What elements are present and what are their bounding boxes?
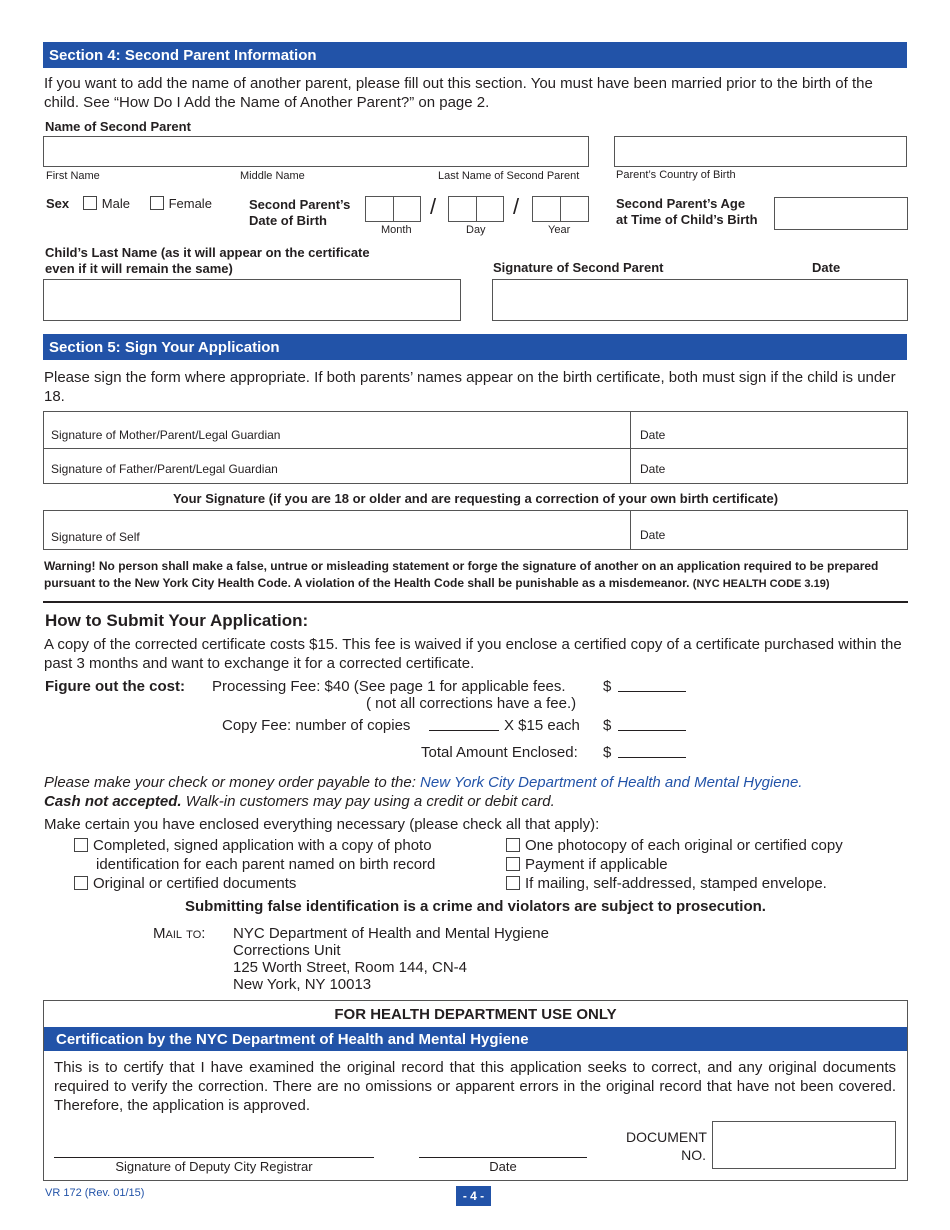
address-line: New York, NY 10013 — [233, 976, 372, 993]
certification-header: Certification by the NYC Department of Health and Mental Hygiene — [44, 1027, 907, 1051]
warning-body: Warning! No person shall make a false, untrue or misleading statement or forge the signature of another on an application required to be prepared pursuant to the New York City Health Code. A violation of the Health Code shall be punishable as a misdemeanor. — [44, 559, 879, 590]
checkbox[interactable] — [74, 838, 88, 852]
father-date-label: Date — [640, 462, 666, 476]
self-signature-table — [43, 510, 908, 550]
warning-text — [44, 558, 908, 593]
payable-text — [44, 773, 908, 811]
child-last-name-line1: Child’s Last Name (as it will appear on the certificate — [45, 245, 370, 260]
document-label-line1: DOCUMENT — [626, 1129, 707, 1145]
copy-dollar: $ — [603, 717, 612, 734]
total-label: Total Amount Enclosed: — [421, 744, 578, 761]
address-line: 125 Worth Street, Room 144, CN-4 — [233, 959, 467, 976]
checklist-label-cont: identification for each parent named on birth record — [96, 856, 436, 873]
document-number-input[interactable] — [712, 1121, 896, 1169]
female-label: Female — [168, 196, 212, 211]
checklist-item[interactable] — [506, 855, 908, 874]
checklist-item[interactable] — [506, 874, 908, 893]
total-dollar: $ — [603, 744, 612, 761]
payable-prefix: Please make your check or money order payable to the: — [44, 774, 416, 791]
year-label: Year — [548, 224, 571, 236]
checkbox[interactable] — [506, 838, 520, 852]
number-of-copies-input[interactable] — [429, 717, 499, 731]
age-label — [616, 196, 758, 228]
checklist-item[interactable] — [74, 874, 494, 893]
checklist-label: Completed, signed application with a copy of photo — [93, 837, 432, 854]
checklist-label: If mailing, self-addressed, stamped envelope. — [525, 875, 827, 892]
child-last-name-line2: even if it will remain the same) — [45, 261, 233, 276]
copy-fee-input[interactable] — [618, 717, 686, 731]
age-at-birth-input[interactable] — [774, 197, 908, 230]
page-number: - 4 - — [456, 1186, 491, 1206]
false-id-warning: Submitting false identification is a crime and violators are subject to prosecution. — [185, 898, 766, 915]
male-label: Male — [101, 196, 130, 211]
processing-fee-input[interactable] — [618, 678, 686, 692]
dob-slash-1: / — [430, 194, 437, 219]
cash-not-accepted: Cash not accepted. — [44, 793, 182, 810]
processing-dollar: $ — [603, 678, 612, 695]
section-divider — [43, 601, 908, 603]
sex-field — [46, 196, 212, 211]
mother-date-label: Date — [640, 428, 666, 442]
address-line: Corrections Unit — [233, 942, 341, 959]
self-date-field[interactable] — [631, 511, 907, 549]
registrar-date-label: Date — [489, 1159, 517, 1174]
mother-signature-label: Signature of Mother/Parent/Legal Guardian — [51, 428, 281, 442]
age-label-line2: at Time of Child’s Birth — [616, 212, 758, 227]
sex-label: Sex — [46, 196, 70, 211]
dob-label-line2: Date of Birth — [249, 213, 327, 228]
self-date-label: Date — [640, 528, 666, 542]
dob-label — [249, 197, 350, 229]
mail-to-label: Mail to: — [153, 925, 206, 942]
checklist-label: One photocopy of each original or certified copy — [525, 837, 843, 854]
male-checkbox[interactable] — [83, 196, 97, 210]
child-last-name-label — [45, 245, 370, 277]
your-signature-heading: Your Signature (if you are 18 or older and are requesting a correction of your own birth certificate) — [172, 491, 779, 506]
checklist-item[interactable] — [506, 836, 908, 855]
second-parent-name-input[interactable] — [43, 136, 589, 167]
copy-fee-label: Copy Fee: number of copies — [222, 717, 411, 734]
checklist-item[interactable] — [74, 836, 494, 855]
checklist-right — [506, 836, 908, 893]
checklist-label: Payment if applicable — [525, 856, 668, 873]
country-of-birth-input[interactable] — [614, 136, 907, 167]
father-date-field[interactable] — [631, 449, 907, 483]
dob-year-divider — [560, 197, 561, 221]
certification-text: This is to certify that I have examined the original record that this application seeks to correct, and any original documents required to verify the correction. There are no omissions or apparent errors in the original record that have not been covered. Therefore, the application is approved. — [54, 1059, 896, 1114]
checklist-label: Original or certified documents — [93, 875, 297, 892]
section4-header: Section 4: Second Parent Information — [43, 42, 907, 68]
section4-intro: If you want to add the name of another parent, please fill out this section. You must have been married prior to the birth of the child. See “How Do I Add the Name of Another Parent?” on page 2. — [44, 75, 873, 111]
dob-day-divider — [476, 197, 477, 221]
dob-month-divider — [393, 197, 394, 221]
section5-intro: Please sign the form where appropriate. If both parents’ names appear on the birth certificate, both must sign if the child is under 18. — [44, 369, 896, 405]
dob-label-line1: Second Parent’s — [249, 197, 351, 212]
checklist-left — [74, 836, 494, 893]
section5-header: Section 5: Sign Your Application — [43, 334, 907, 360]
last-name-label: Last Name of Second Parent — [438, 170, 580, 182]
submit-title: How to Submit Your Application: — [45, 611, 309, 630]
warning-reference: (NYC HEALTH CODE 3.19) — [692, 578, 830, 590]
document-label-line2: NO. — [681, 1147, 706, 1163]
name-label: Name of Second Parent — [45, 119, 191, 134]
child-last-name-input[interactable] — [43, 279, 461, 321]
day-label: Day — [466, 224, 486, 236]
middle-name-label: Middle Name — [240, 170, 305, 182]
walk-in-note: Walk-in customers may pay using a credit or debit card. — [185, 793, 555, 810]
age-label-line1: Second Parent’s Age — [616, 196, 746, 211]
office-use-title: FOR HEALTH DEPARTMENT USE ONLY — [334, 1006, 617, 1023]
month-label: Month — [381, 224, 412, 236]
document-number-label — [626, 1128, 706, 1164]
payable-to: New York City Department of Health and Mental Hygiene. — [420, 774, 803, 791]
checkbox[interactable] — [74, 876, 88, 890]
father-signature-label: Signature of Father/Parent/Legal Guardian — [51, 462, 278, 476]
second-parent-date-label: Date — [812, 260, 841, 275]
parent-signature-table — [43, 411, 908, 484]
checkbox[interactable] — [506, 876, 520, 890]
checklist-intro: Make certain you have enclosed everything necessary (please check all that apply): — [44, 816, 600, 833]
country-label: Parent’s Country of Birth — [616, 169, 736, 181]
processing-fee-line2: ( not all corrections have a fee.) — [366, 695, 577, 712]
copy-fee-rate: X $15 each — [504, 717, 580, 734]
total-amount-input[interactable] — [618, 744, 686, 758]
mother-date-field[interactable] — [631, 412, 907, 448]
female-checkbox[interactable] — [150, 196, 164, 210]
checkbox[interactable] — [506, 857, 520, 871]
registrar-date-line[interactable] — [419, 1157, 587, 1158]
submit-intro: A copy of the corrected certificate costs $15. This fee is waived if you enclose a certified copy of a certificate purchased within the past 3 months and want to exchange it for a corrected certificate. — [44, 636, 902, 672]
registrar-signature-line[interactable] — [54, 1157, 374, 1158]
processing-fee-line1: Processing Fee: $40 (See page 1 for applicable fees. — [212, 678, 566, 695]
figure-cost-label: Figure out the cost: — [45, 678, 185, 695]
first-name-label: First Name — [46, 170, 100, 182]
self-signature-label: Signature of Self — [51, 530, 140, 544]
address-line: NYC Department of Health and Mental Hygiene — [233, 925, 549, 942]
second-parent-signature-input[interactable] — [492, 279, 908, 321]
second-parent-signature-label: Signature of Second Parent — [493, 260, 664, 275]
dob-slash-2: / — [513, 194, 520, 219]
form-id: VR 172 (Rev. 01/15) — [45, 1187, 145, 1199]
registrar-signature-label: Signature of Deputy City Registrar — [115, 1159, 313, 1174]
mailing-address — [233, 925, 549, 993]
